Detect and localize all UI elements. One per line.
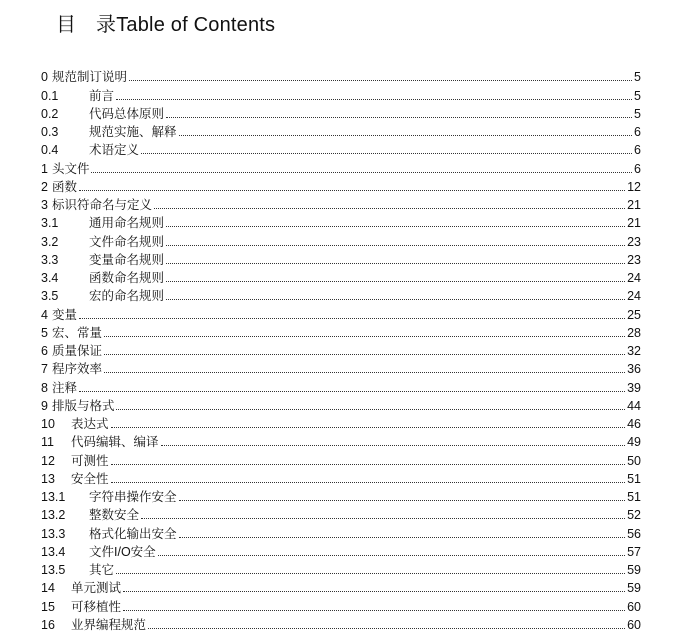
toc-entry-page: 56 [627,526,641,541]
dot-leader [104,353,625,355]
toc-entry-label: 函数 [51,179,77,194]
toc-entry[interactable] [41,395,641,413]
toc-entry[interactable] [41,157,641,175]
toc-entry-label: 规范实施、解释 [89,125,177,139]
toc-entry-label: 注释 [51,380,77,395]
toc-entry-number: 4 [41,307,48,322]
dot-leader [111,481,626,483]
dot-leader [111,426,626,428]
toc-entry-number: 0.4 [41,143,59,158]
toc-entry-label: 规范制订说明 [51,70,127,85]
dot-leader [148,627,625,629]
toc-entry-label: 格式化输出安全 [89,526,177,541]
toc-entry-label: 质量保证 [51,344,102,358]
toc-entry-label: 业界编程规范 [71,617,147,632]
toc-entry-number: 13.5 [41,563,66,577]
toc-entry[interactable] [41,230,641,248]
toc-entry-page: 5 [634,106,641,121]
toc-entry-number: 3.1 [41,216,59,231]
table-of-contents [41,66,641,632]
dot-leader [179,134,633,136]
dot-leader [104,371,625,373]
dot-leader [161,444,626,446]
toc-entry-page: 59 [627,563,641,577]
toc-entry-label: 代码编辑、编译 [71,435,159,450]
page-title [56,8,275,37]
toc-entry-page: 36 [627,362,641,377]
dot-leader [116,572,625,574]
toc-entry[interactable] [41,285,641,303]
toc-entry-number: 13 [41,471,55,486]
toc-entry-label: 通用命名规则 [89,216,165,231]
toc-entry[interactable] [41,303,641,321]
toc-entry-page: 5 [634,70,641,85]
toc-entry[interactable] [41,84,641,102]
toc-entry-label: 宏的命名规则 [89,289,165,304]
dot-leader [141,517,625,519]
toc-entry-page: 24 [627,289,641,304]
toc-entry-number: 3.5 [41,289,59,304]
dot-leader [111,463,626,465]
toc-entry-number: 3.3 [41,252,59,267]
toc-entry-number: 3.2 [41,234,59,249]
toc-entry[interactable] [41,486,641,504]
dot-leader [166,116,632,118]
toc-entry-page: 6 [634,143,641,158]
toc-entry-label: 可测性 [71,453,109,468]
toc-entry-page: 24 [627,271,641,285]
toc-entry[interactable] [41,249,641,267]
dot-leader [123,590,625,592]
toc-entry-label: 安全性 [71,471,109,486]
toc-entry-page: 49 [627,435,641,450]
dot-leader [79,189,625,191]
toc-entry-page: 39 [627,380,641,395]
toc-entry-page: 57 [627,544,641,559]
toc-entry[interactable] [41,376,641,394]
dot-leader [104,335,625,337]
toc-entry-page: 59 [627,581,641,596]
toc-entry-number: 13.1 [41,490,66,504]
toc-entry-page: 51 [627,490,641,504]
toc-entry-label: 变量命名规则 [89,252,165,267]
dot-leader [116,408,625,410]
toc-entry-number: 8 [41,380,48,395]
toc-entry[interactable] [41,449,641,467]
dot-leader [179,536,626,538]
toc-entry-page: 46 [627,417,641,431]
toc-entry-page: 60 [627,617,641,632]
toc-entry-page: 5 [634,88,641,103]
toc-entry[interactable] [41,322,641,340]
toc-entry-number: 3.4 [41,271,59,285]
toc-entry[interactable] [41,504,641,522]
toc-entry[interactable] [41,66,641,84]
toc-entry-number: 7 [41,362,48,377]
toc-entry-number: 13.4 [41,544,66,559]
toc-entry-number: 2 [41,179,48,194]
toc-entry[interactable] [41,522,641,540]
toc-entry-page: 28 [627,325,641,340]
toc-entry[interactable] [41,358,641,376]
toc-entry[interactable] [41,431,641,449]
toc-entry-label: 可移植性 [71,599,122,614]
toc-entry-number: 0.1 [41,88,59,103]
toc-entry-page: 32 [627,344,641,358]
title-char: 目 [56,14,77,36]
dot-leader [166,244,625,246]
toc-entry[interactable] [41,577,641,595]
toc-entry-number: 6 [41,344,48,358]
toc-entry-label: 其它 [89,563,115,577]
toc-entry-label: 前言 [89,88,115,103]
dot-leader [123,609,625,611]
toc-entry-number: 14 [41,581,55,596]
toc-entry[interactable] [41,212,641,230]
toc-entry-number: 16 [41,617,55,632]
dot-leader [116,98,632,100]
toc-entry[interactable] [41,121,641,139]
toc-entry[interactable] [41,340,641,358]
toc-entry-label: 标识符命名与定义 [51,198,152,212]
toc-entry-number: 3 [41,198,48,212]
toc-entry-page: 44 [627,398,641,413]
toc-entry[interactable] [41,595,641,613]
toc-entry-label: 文件I/O安全 [89,544,156,559]
toc-entry-number: 5 [41,325,48,340]
toc-entry-page: 23 [627,234,641,249]
toc-entry-number: 13.3 [41,526,66,541]
toc-entry-page: 51 [627,471,641,486]
dot-leader [154,207,625,209]
dot-leader [129,79,632,81]
toc-entry-number: 0.2 [41,106,59,121]
toc-entry[interactable] [41,413,641,431]
dot-leader [158,554,625,556]
toc-entry-page: 25 [627,307,641,322]
toc-entry-label: 表达式 [71,417,109,431]
toc-entry-number: 13.2 [41,508,66,523]
dot-leader [166,225,625,227]
dot-leader [79,390,625,392]
toc-entry-label: 函数命名规则 [89,271,165,285]
toc-entry-label: 宏、常量 [51,325,102,340]
toc-entry-label: 排版与格式 [51,398,115,413]
toc-entry[interactable] [41,103,641,121]
toc-entry-label: 程序效率 [51,362,102,377]
toc-entry-page: 6 [634,161,641,176]
toc-entry-label: 代码总体原则 [89,106,165,121]
toc-entry-label: 头文件 [51,161,90,176]
toc-entry-label: 单元测试 [71,581,122,596]
toc-entry-page: 12 [627,179,641,194]
toc-entry-page: 6 [634,125,641,139]
dot-leader [91,171,632,173]
toc-entry[interactable] [41,541,641,559]
dot-leader [141,152,632,154]
toc-entry[interactable] [41,559,641,577]
toc-entry-number: 0 [41,70,48,85]
toc-entry[interactable] [41,614,641,632]
toc-entry-page: 23 [627,252,641,267]
toc-entry-page: 50 [627,453,641,468]
toc-entry-number: 11 [41,435,54,450]
dot-leader [166,298,625,300]
toc-entry-label: 字符串操作安全 [89,490,177,504]
toc-entry-number: 10 [41,417,55,431]
toc-entry-number: 15 [41,599,55,614]
toc-entry-label: 文件命名规则 [89,234,165,249]
toc-entry-number: 1 [41,161,48,176]
toc-entry-page: 60 [627,599,641,614]
toc-entry-number: 0.3 [41,125,59,139]
toc-entry[interactable] [41,267,641,285]
toc-entry[interactable] [41,468,641,486]
toc-entry-number: 9 [41,398,48,413]
toc-entry-label: 术语定义 [89,143,140,158]
toc-entry[interactable] [41,194,641,212]
toc-entry[interactable] [41,139,641,157]
toc-entry-page: 21 [627,216,641,231]
toc-entry-label: 整数安全 [89,508,140,523]
dot-leader [179,499,626,501]
toc-entry-number: 12 [41,453,55,468]
title-text: 录Table of Contents [96,14,276,36]
dot-leader [166,262,625,264]
toc-entry[interactable] [41,176,641,194]
dot-leader [79,317,625,319]
toc-entry-label: 变量 [51,307,77,322]
toc-entry-page: 52 [627,508,641,523]
toc-entry-page: 21 [627,198,641,212]
dot-leader [166,280,625,282]
